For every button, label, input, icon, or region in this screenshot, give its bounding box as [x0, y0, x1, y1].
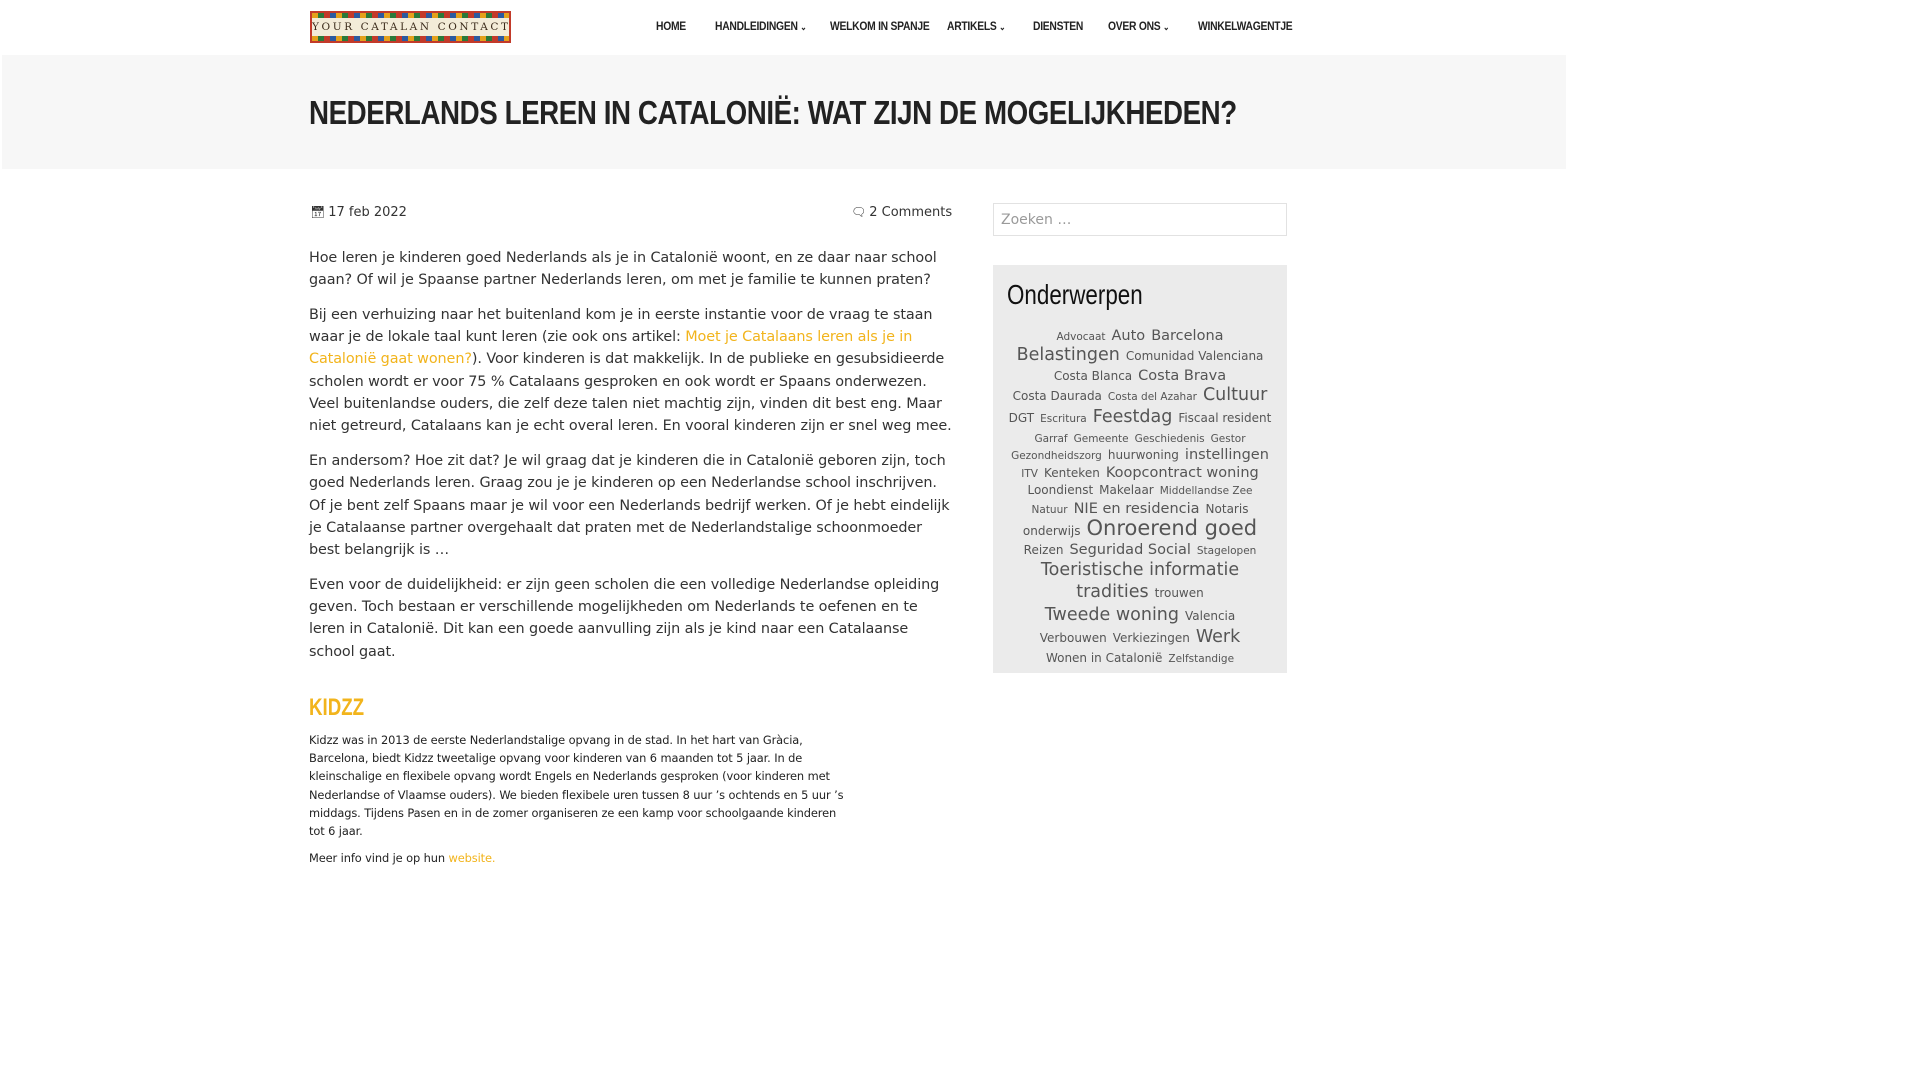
tag-link[interactable]: Tweede woning	[1044, 605, 1179, 625]
nav-item-home[interactable]: HOME	[656, 19, 686, 33]
tag-link[interactable]: Costa Daurada	[1012, 389, 1102, 403]
tag-cloud-row	[1003, 445, 1277, 463]
tag-link[interactable]: Toeristische informatie	[1040, 560, 1240, 580]
nav-item-welkom-in-spanje[interactable]: WELKOM IN SPANJE	[830, 19, 930, 33]
tag-link[interactable]: tradities	[1076, 582, 1149, 602]
tag-link[interactable]: Kenteken	[1043, 466, 1100, 480]
tag-link[interactable]: Gestor	[1210, 433, 1246, 445]
tag-link[interactable]: Cultuur	[1202, 385, 1268, 405]
tag-cloud-row	[1003, 648, 1277, 666]
nav-item-diensten[interactable]: DIENSTEN	[1033, 19, 1084, 33]
tag-link[interactable]: ITV	[1021, 468, 1038, 480]
tag-link[interactable]: Verkiezingen	[1112, 631, 1190, 645]
tag-cloud-row	[1003, 581, 1277, 603]
tag-link[interactable]: Seguridad Social	[1069, 542, 1191, 558]
tag-cloud-row	[1003, 603, 1277, 626]
post-comments-text: 2 Comments	[869, 205, 953, 220]
tag-cloud-row	[1003, 539, 1277, 558]
site-header	[0, 0, 1568, 55]
tag-cloud-row	[1003, 384, 1277, 406]
tag-link[interactable]: trouwen	[1154, 586, 1204, 600]
article-body	[309, 247, 957, 675]
tag-link[interactable]: Valencia	[1185, 609, 1236, 623]
kidzz-section	[309, 731, 849, 876]
tag-link[interactable]: huurwoning	[1107, 448, 1179, 462]
article-paragraph: En andersom? Hoe zit dat? Je wil graag dat je kinderen die in Catalonië geboren zijn, toch goed Nederlands leren. Graag zou je je kinderen op een Nederlandse school inschrijven. Of je bent zelf Spaans maar je wil voor een Nederlands bedrijf werken. Of je hebt eindelijk je Catalaanse partner overgehaalt dat praten met de Nederlandstalige schoonmoeder best belangrijk is …	[309, 452, 950, 559]
tag-link[interactable]: Koopcontract woning	[1105, 465, 1259, 481]
tag-link[interactable]: Onroerend goed	[1086, 516, 1258, 540]
logo-text: YOUR CATALAN CONTACT	[312, 18, 509, 36]
tag-link[interactable]: Comunidad Valenciana	[1125, 349, 1264, 363]
post-comments-link[interactable]	[851, 205, 952, 220]
post-date-text: 17 feb 2022	[328, 205, 407, 220]
tag-link[interactable]: Belastingen	[1016, 345, 1120, 365]
tag-cloud-row	[1003, 365, 1277, 384]
post-date	[310, 205, 407, 220]
widget-title: Onderwerpen	[1007, 279, 1143, 310]
tag-link[interactable]: Costa Blanca	[1053, 369, 1133, 383]
nav-item-over-ons[interactable]: OVER ONS ⌄	[1108, 19, 1170, 33]
search-input[interactable]	[993, 203, 1287, 236]
tag-link[interactable]: instellingen	[1184, 447, 1269, 463]
nav-item-winkelwagentje[interactable]: WINKELWAGENTJE	[1198, 19, 1293, 33]
tag-link[interactable]: Reizen	[1023, 543, 1064, 557]
tag-link[interactable]: Fiscaal resident	[1178, 411, 1272, 425]
tag-link[interactable]: Makelaar	[1099, 483, 1154, 497]
tag-cloud-row	[1003, 325, 1277, 344]
tag-link[interactable]: Werk	[1195, 627, 1241, 647]
kidzz-description: Kidzz was in 2013 de eerste Nederlandstalige opvang in de stad. In het hart van Gràcia, Barcelona, biedt Kidzz tweetalige opvang voor kinderen van 6 maanden tot 5 jaar. In de kleinschalige en flexibele opvang wordt Engels en Nederlands gesproken (voor kinderen met Nederlandse of Vlaamse ouders). We bieden flexibele uren tussen 8 uur ’s ochtends en 5 uur ’s middags. Tijdens Pasen en in de zomer organiseren ze een kamp voor schoolgaande kinderen tot 6 jaar.	[309, 733, 844, 839]
tag-link[interactable]: Feestdag	[1092, 407, 1173, 427]
tag-cloud-row	[1003, 463, 1277, 480]
tag-link[interactable]: Gezondheidszorg	[1011, 450, 1102, 462]
tag-link[interactable]: Stagelopen	[1196, 545, 1257, 557]
kidzz-website-link[interactable]: website.	[448, 851, 496, 866]
site-logo[interactable]	[310, 11, 511, 43]
comment-bubble-icon: 🗨︎	[851, 205, 867, 219]
tag-link[interactable]: Wonen in Catalonië	[1045, 651, 1163, 665]
tag-link[interactable]: Gemeente	[1073, 433, 1129, 445]
tag-link[interactable]: onderwijs	[1022, 524, 1081, 538]
tag-link[interactable]: Advocaat	[1056, 331, 1106, 343]
section-heading-kidzz: KIDZZ	[309, 694, 365, 721]
tag-cloud-row	[1003, 428, 1277, 445]
tag-cloud-row	[1003, 406, 1277, 428]
article-paragraph: Bij een verhuizing naar het buitenland kom je in eerste instantie voor de vraag te staan waar je de lokale taal kunt leren (zie ook ons artikel: Moet je Catalaans leren als je in Catalonië gaat wonen?). Voor kinderen is dat makkelijk. In de publieke en gesubsidieerde scholen wordt er voor 75 % Catalaans gesproken en ook wordt er Spaans onderwezen. Veel buitenlandse ouders, die zelf deze talen niet machtig zijn, vinden dit best eng. Maar niet getreurd, Catalaans kan je echt overal leren. En vooral kinderen zijn er snel weg mee.	[309, 306, 952, 435]
tag-link[interactable]: Barcelona	[1151, 328, 1224, 344]
tag-link[interactable]: Notaris	[1205, 502, 1249, 516]
tag-cloud-row	[1003, 498, 1277, 517]
related-article-link[interactable]: Moet je Catalaans leren als je in Catalonië gaat wonen?	[309, 329, 913, 368]
page-title: NEDERLANDS LEREN IN CATALONIË: WAT ZIJN DE MOGELIJKHEDEN?	[309, 94, 1237, 131]
chevron-down-icon: ⌄	[999, 22, 1006, 32]
tag-link[interactable]: Costa del Azahar	[1107, 391, 1197, 403]
tag-cloud-row	[1003, 517, 1277, 539]
tag-link[interactable]: Middellandse Zee	[1159, 485, 1253, 497]
logo-tile-strip	[312, 36, 509, 41]
tag-cloud-widget	[993, 265, 1287, 673]
tag-cloud-row	[1003, 626, 1277, 648]
tag-link[interactable]: Verbouwen	[1039, 631, 1107, 645]
tag-link[interactable]: Natuur	[1031, 504, 1068, 516]
article-paragraph: Hoe leren je kinderen goed Nederlands als je in Catalonië woont, en ze daar naar school gaan? Of wil je Spaanse partner Nederlands leren, om met je familie te kunnen praten?	[309, 250, 937, 289]
tag-cloud-row	[1003, 344, 1277, 365]
nav-item-handleidingen[interactable]: HANDLEIDINGEN ⌄	[715, 19, 807, 33]
tag-cloud-row	[1003, 558, 1277, 581]
tag-link[interactable]: Escritura	[1040, 413, 1087, 425]
tag-link[interactable]: Geschiedenis	[1134, 433, 1205, 445]
chevron-down-icon: ⌄	[800, 22, 807, 32]
article-paragraph: Even voor de duidelijkheid: er zijn geen scholen die een volledige Nederlandse opleiding geven. Toch bestaan er verschillende mogelijkheden om Nederlands te oefenen en te leren in Catalonië. Dit kan een goede aanvulling zijn als je kind naar een Catalaanse school gaat.	[309, 576, 940, 660]
tag-link[interactable]: Loondienst	[1027, 483, 1094, 497]
tag-link[interactable]: Costa Brava	[1138, 368, 1227, 384]
tag-link[interactable]: Auto	[1111, 328, 1146, 344]
chevron-down-icon: ⌄	[1162, 22, 1170, 32]
tag-cloud	[1003, 325, 1277, 666]
tag-link[interactable]: Garraf	[1034, 433, 1068, 445]
nav-item-artikels[interactable]: ARTIKELS ⌄	[947, 19, 1006, 33]
tag-link[interactable]: Zelfstandige	[1168, 653, 1235, 665]
tag-cloud-row	[1003, 480, 1277, 498]
tag-link[interactable]: NIE en residencia	[1073, 501, 1200, 517]
tag-link[interactable]: DGT	[1008, 411, 1035, 425]
calendar-icon: 📅︎	[310, 205, 326, 219]
kidzz-more-info: Meer info vind je op hun website.	[309, 851, 496, 866]
